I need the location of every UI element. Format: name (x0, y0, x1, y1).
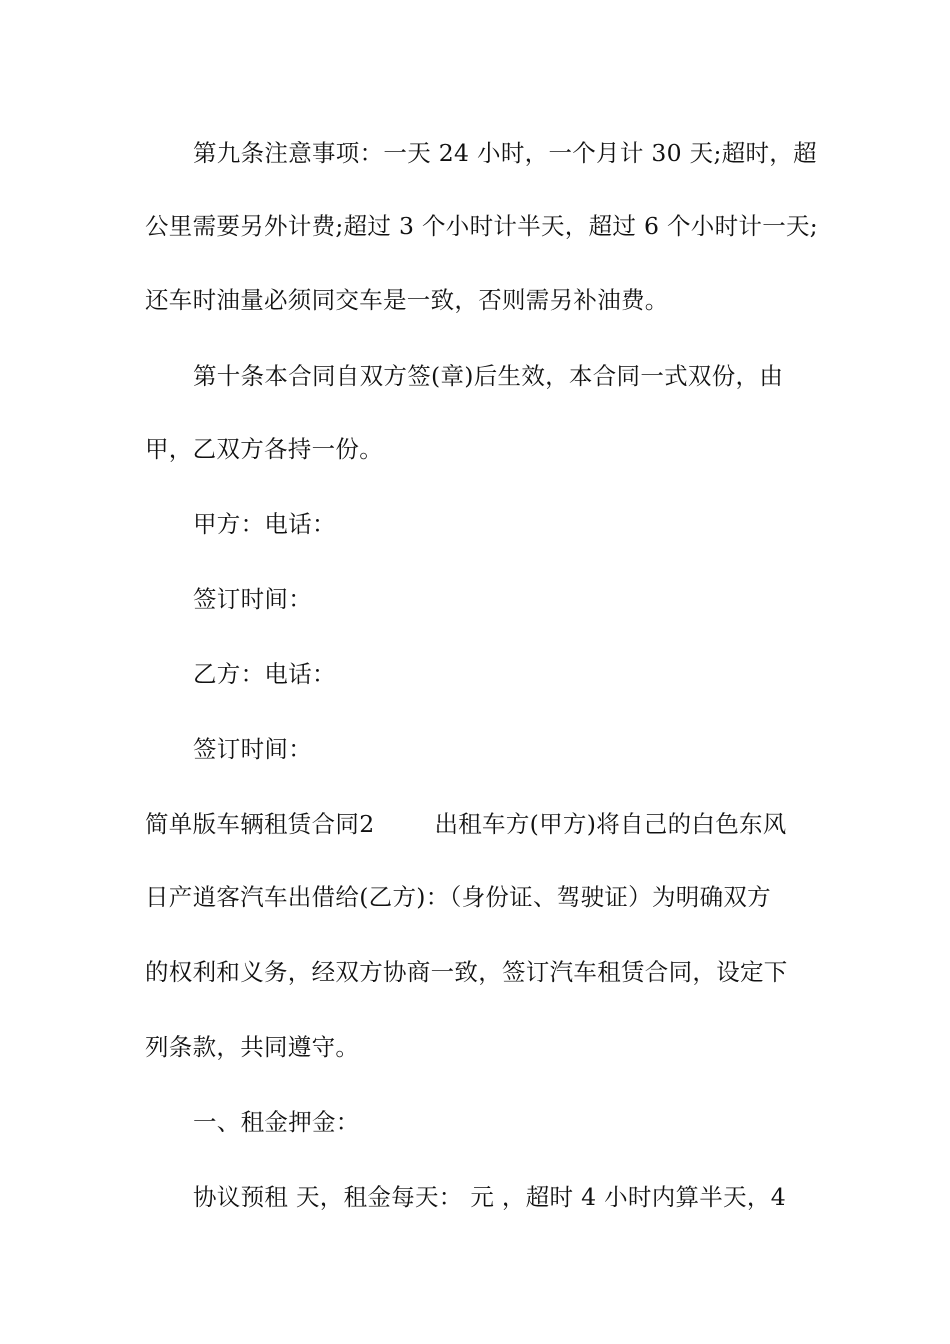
paragraph-line: 协议预租 天，租金每天： 元 ，超时 4 小时内算半天，4 (193, 1183, 786, 1211)
paragraph-line: 列条款，共同遵守。 (145, 1033, 360, 1061)
party-a-phone: 甲方：电话： (193, 510, 336, 538)
paragraph-line: 第十条本合同自双方签(章)后生效，本合同一式双份，由 (193, 362, 784, 390)
signing-time: 签订时间： (193, 585, 312, 613)
paragraph-line: 第九条注意事项：一天 24 小时，一个月计 30 天;超时，超 (193, 139, 817, 167)
paragraph-line: 日产逍客汽车出借给(乙方)：（身份证、驾驶证）为明确双方 (145, 883, 771, 911)
subsection-title: 一、租金押金： (193, 1108, 360, 1136)
paragraph-line: 的权利和义务，经双方协商一致，签订汽车租赁合同，设定下 (145, 958, 788, 986)
paragraph-line: 还车时油量必须同交车是一致，否则需另补油费。 (145, 286, 669, 314)
paragraph-text: 出租车方(甲方)将自己的白色东风 (434, 810, 787, 838)
section-title: 简单版车辆租赁合同2 (145, 810, 375, 838)
signing-time: 签订时间： (193, 735, 312, 763)
paragraph-line: 甲，乙双方各持一份。 (145, 435, 383, 463)
section-heading-line (145, 809, 825, 839)
party-b-phone: 乙方：电话： (193, 660, 336, 688)
paragraph-line: 公里需要另外计费;超过 3 个小时计半天，超过 6 个小时计一天; (145, 212, 819, 240)
